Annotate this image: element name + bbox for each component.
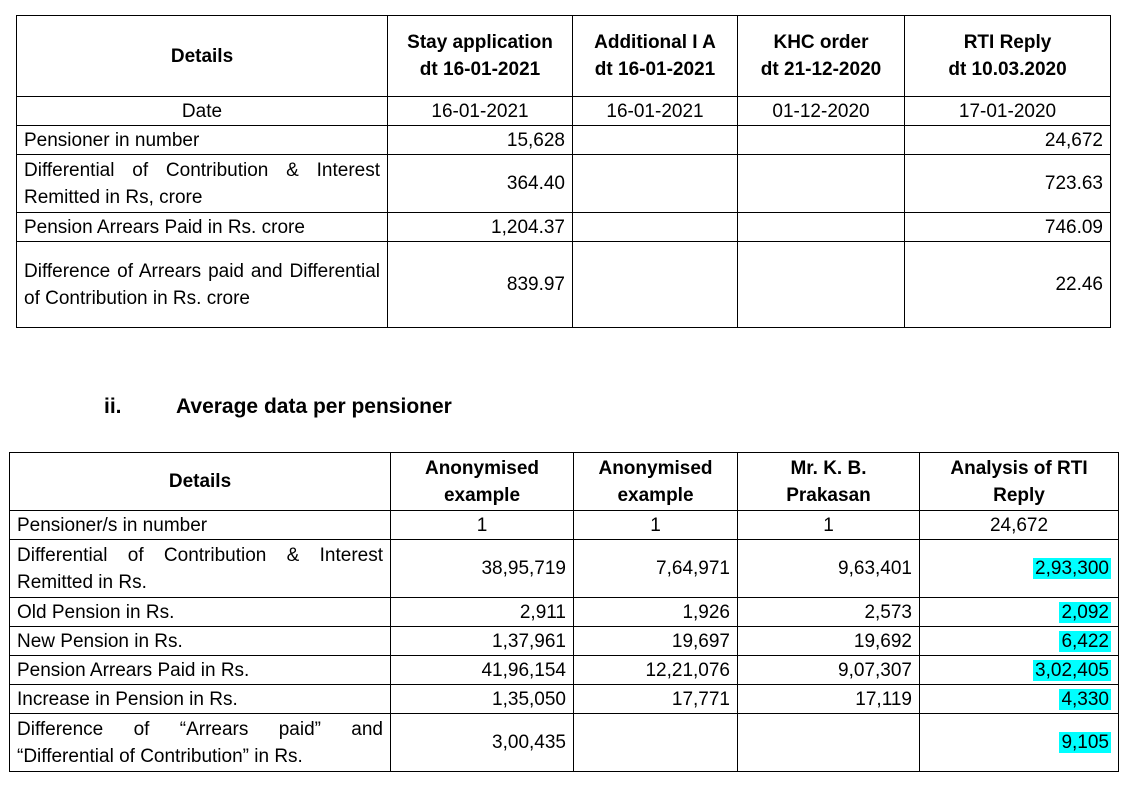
summary-table (16, 15, 1111, 328)
table-row (10, 656, 1119, 685)
table-cell: 24,672 (920, 511, 1119, 540)
table-cell: 15,628 (388, 126, 573, 155)
highlighted-cell (920, 598, 1119, 627)
header-rti-reply: RTI Reply dt 10.03.2020 (905, 16, 1111, 97)
table-cell: 19,692 (738, 627, 920, 656)
table-cell: 22.46 (905, 242, 1111, 328)
table-row (17, 213, 1111, 242)
table-cell (573, 155, 738, 213)
table-cell: 7,64,971 (574, 540, 738, 598)
row-label: Pension Arrears Paid in Rs. (10, 656, 391, 685)
table-cell (573, 242, 738, 328)
row-label: Old Pension in Rs. (10, 598, 391, 627)
highlighted-cell (920, 656, 1119, 685)
table-header-row (10, 453, 1119, 511)
table-cell (738, 126, 905, 155)
header-details: Details (10, 453, 391, 511)
row-label: Differential of Contribution & Interest Remitted in Rs. (10, 540, 391, 598)
table-cell (738, 242, 905, 328)
table-cell (574, 714, 738, 772)
table-cell: 723.63 (905, 155, 1111, 213)
table-cell: 38,95,719 (391, 540, 574, 598)
row-label: Pensioner/s in number (10, 511, 391, 540)
table-row (10, 511, 1119, 540)
table-cell: 1,926 (574, 598, 738, 627)
table-cell: 41,96,154 (391, 656, 574, 685)
table-row (10, 598, 1119, 627)
section-title: Average data per pensioner (176, 395, 452, 418)
highlight-value: 9,105 (1061, 732, 1109, 753)
highlighted-cell (920, 714, 1119, 772)
table-cell: 839.97 (388, 242, 573, 328)
highlight-value: 2,092 (1061, 601, 1109, 623)
header-rti-analysis: Analysis of RTI Reply (920, 453, 1119, 511)
highlight-value: 4,330 (1061, 688, 1109, 710)
table-row (17, 155, 1111, 213)
row-label: Pension Arrears Paid in Rs. crore (17, 213, 388, 242)
table-cell (738, 155, 905, 213)
header-stay-application: Stay application dt 16-01-2021 (388, 16, 573, 97)
table-cell: 12,21,076 (574, 656, 738, 685)
highlight-value: 3,02,405 (1035, 659, 1109, 681)
table-cell: 19,697 (574, 627, 738, 656)
header-details: Details (17, 16, 388, 97)
row-label: Difference of Arrears paid and Differential of Contribution in Rs. crore (17, 242, 388, 328)
header-anonymised-example-2: Anonymised example (574, 453, 738, 511)
table-row (17, 126, 1111, 155)
table-cell (738, 714, 920, 772)
table-cell: 17,119 (738, 685, 920, 714)
header-anonymised-example-1: Anonymised example (391, 453, 574, 511)
average-data-table (9, 452, 1119, 772)
table-cell: 9,63,401 (738, 540, 920, 598)
table-cell: 16-01-2021 (388, 97, 573, 126)
table-cell: 9,07,307 (738, 656, 920, 685)
table-row (10, 685, 1119, 714)
header-additional-ia: Additional I A dt 16-01-2021 (573, 16, 738, 97)
row-label: Pensioner in number (17, 126, 388, 155)
table-row (17, 242, 1111, 328)
row-label: Date (17, 97, 388, 126)
table-cell: 1 (391, 511, 574, 540)
header-kb-prakasan: Mr. K. B. Prakasan (738, 453, 920, 511)
table-cell: 01-12-2020 (738, 97, 905, 126)
row-label: Difference of “Arrears paid” and “Differential of Contribution” in Rs. (10, 714, 391, 772)
table-cell: 1,35,050 (391, 685, 574, 714)
highlighted-cell (920, 685, 1119, 714)
table-cell (573, 213, 738, 242)
row-label: New Pension in Rs. (10, 627, 391, 656)
table-cell: 17-01-2020 (905, 97, 1111, 126)
section-heading (104, 395, 452, 419)
table-cell: 2,573 (738, 598, 920, 627)
section-number: ii. (104, 395, 122, 418)
highlight-value: 6,422 (1061, 630, 1109, 652)
table-row (10, 540, 1119, 598)
table-cell: 1,37,961 (391, 627, 574, 656)
table-cell: 3,00,435 (391, 714, 574, 772)
row-label: Differential of Contribution & Interest Remitted in Rs, crore (17, 155, 388, 213)
table-row (10, 627, 1119, 656)
table-cell: 17,771 (574, 685, 738, 714)
table-cell: 1,204.37 (388, 213, 573, 242)
table-cell (573, 126, 738, 155)
highlight-value: 2,93,300 (1035, 558, 1109, 579)
table-cell: 364.40 (388, 155, 573, 213)
table-header-row (17, 16, 1111, 97)
table-cell: 1 (738, 511, 920, 540)
table-cell (738, 213, 905, 242)
row-label: Increase in Pension in Rs. (10, 685, 391, 714)
highlighted-cell (920, 540, 1119, 598)
highlighted-cell (920, 627, 1119, 656)
table-cell: 1 (574, 511, 738, 540)
table-row (17, 97, 1111, 126)
table-cell: 24,672 (905, 126, 1111, 155)
table-row (10, 714, 1119, 772)
table-cell: 16-01-2021 (573, 97, 738, 126)
header-khc-order: KHC order dt 21-12-2020 (738, 16, 905, 97)
table-cell: 2,911 (391, 598, 574, 627)
table-cell: 746.09 (905, 213, 1111, 242)
